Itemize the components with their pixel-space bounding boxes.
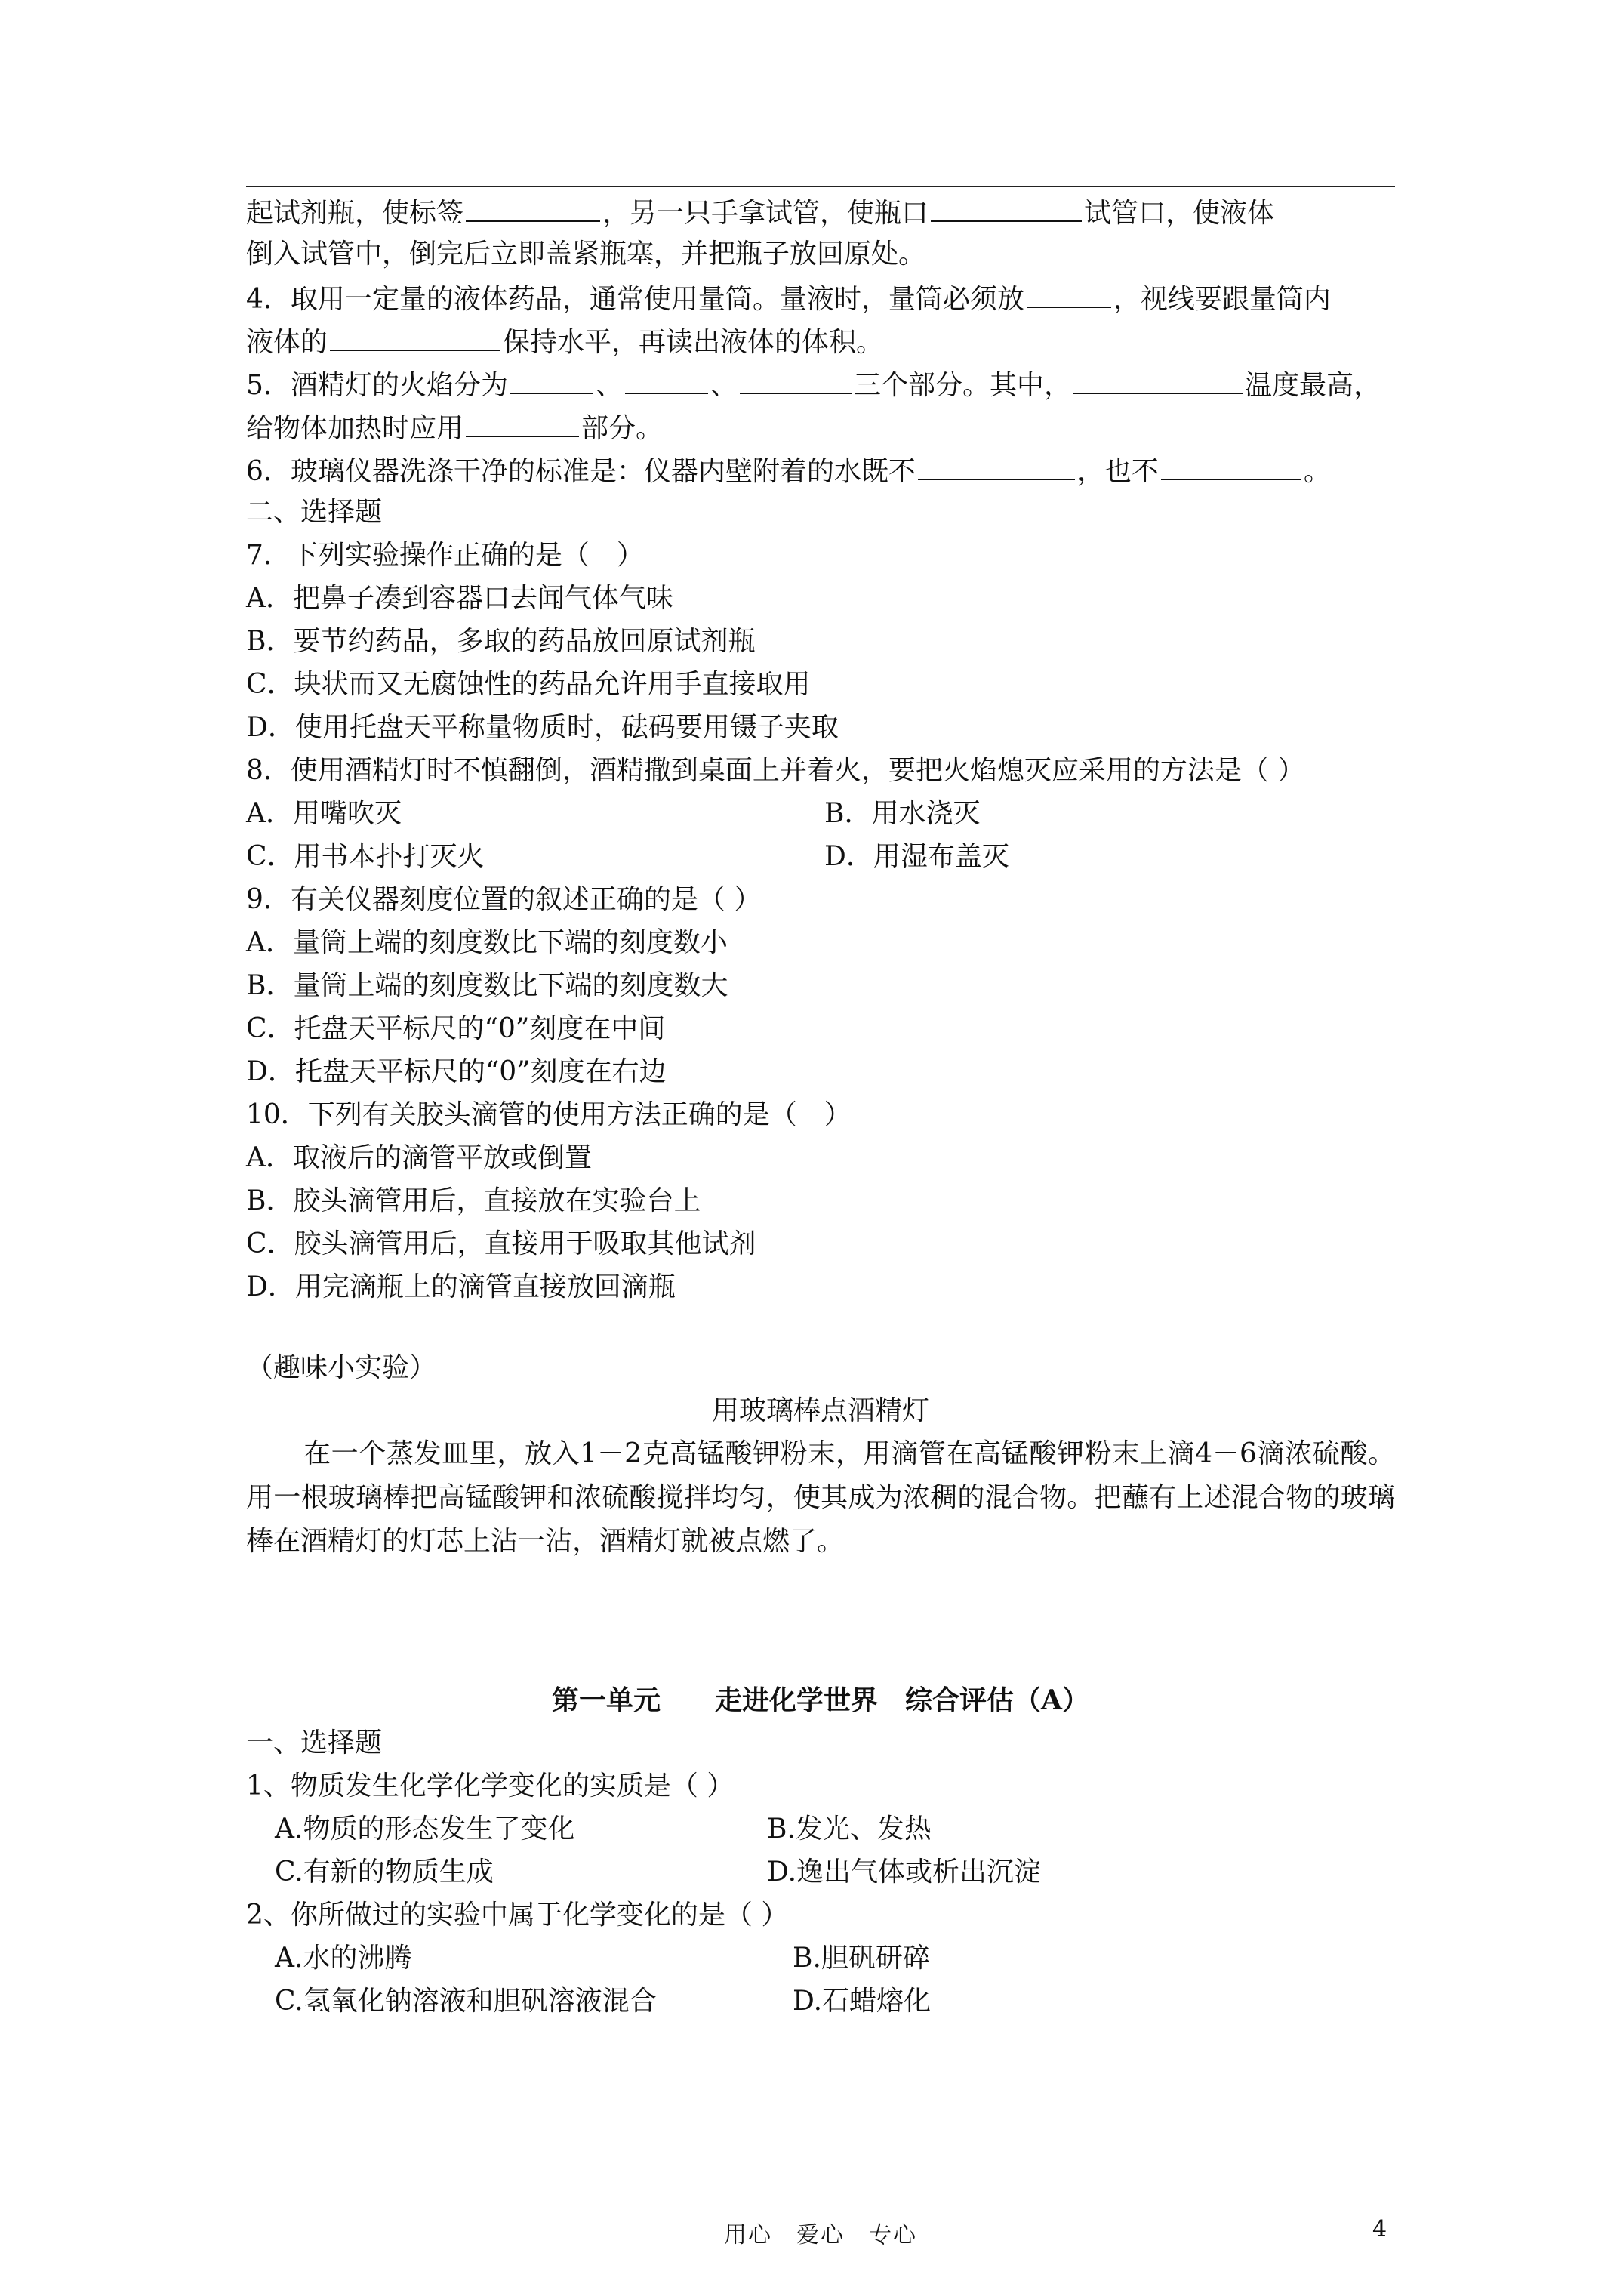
top-rule xyxy=(246,186,1395,187)
q4-line1: 4．取用一定量的液体药品，通常使用量筒。量液时，量筒必须放 ，视线要跟量筒内 xyxy=(246,281,1331,316)
q9-option-c: C．托盘天平标尺的“0”刻度在中间 xyxy=(246,1013,666,1044)
answer-blank[interactable] xyxy=(466,195,600,222)
u-q2-option-b: B.胆矾研碎 xyxy=(793,1943,930,1974)
q9-option-a: A．量筒上端的刻度数比下端的刻度数小 xyxy=(246,927,728,958)
u-q2-stem: 2、你所做过的实验中属于化学变化的是（ ） xyxy=(246,1900,789,1931)
u-q2-option-a: A.水的沸腾 xyxy=(275,1943,412,1974)
q10-stem: 10．下列有关胶头滴管的使用方法正确的是（ ） xyxy=(246,1099,852,1130)
footer-motto: 用心 爱心 专心 xyxy=(724,2222,917,2248)
answer-blank[interactable] xyxy=(330,324,500,351)
u-q1-option-c: C.有新的物质生成 xyxy=(275,1857,494,1888)
page-number: 4 xyxy=(1372,2216,1387,2242)
q7-option-a: A．把鼻子凑到容器口去闻气体气味 xyxy=(246,583,673,614)
u-q2-option-c: C.氢氧化钠溶液和胆矾溶液混合 xyxy=(275,1986,657,2017)
answer-blank[interactable] xyxy=(1073,367,1243,394)
q10-option-b: B．胶头滴管用后，直接放在实验台上 xyxy=(246,1185,701,1216)
q7-option-d: D．使用托盘天平称量物质时，砝码要用镊子夹取 xyxy=(246,712,839,743)
q7-stem: 7．下列实验操作正确的是（ ） xyxy=(246,540,644,571)
section-heading: 二、选择题 xyxy=(246,497,383,528)
answer-blank[interactable] xyxy=(466,410,579,437)
q7-option-b: B．要节约药品，多取的药品放回原试剂瓶 xyxy=(246,626,756,657)
q10-option-d: D．用完滴瓶上的滴管直接放回滴瓶 xyxy=(246,1271,676,1302)
q8-option-b: B．用水浇灭 xyxy=(824,798,981,829)
u-q1-option-a: A.物质的形态发生了变化 xyxy=(275,1814,575,1845)
answer-blank[interactable] xyxy=(510,367,593,394)
q9-option-d: D．托盘天平标尺的“0”刻度在右边 xyxy=(246,1056,667,1087)
q6-line: 6．玻璃仪器洗涤干净的标准是：仪器内壁附着的水既不 ，也不 。 xyxy=(246,453,1331,488)
q3-line2: 倒入试管中，倒完后立即盖紧瓶塞，并把瓶子放回原处。 xyxy=(246,239,926,270)
u-q1-option-b: B.发光、发热 xyxy=(767,1814,932,1845)
answer-blank[interactable] xyxy=(625,367,708,394)
experiment-label: （趣味小实验） xyxy=(246,1352,437,1383)
q10-option-c: C．胶头滴管用后，直接用于吸取其他试剂 xyxy=(246,1228,756,1259)
u-q1-option-d: D.逸出气体或析出沉淀 xyxy=(767,1857,1042,1888)
answer-blank[interactable] xyxy=(1161,453,1301,480)
experiment-title: 用玻璃棒点酒精灯 xyxy=(711,1395,929,1426)
u-q2-option-d: D.石蜡熔化 xyxy=(793,1986,932,2017)
q9-stem: 9．有关仪器刻度位置的叙述正确的是（ ） xyxy=(246,884,762,915)
q5-line1: 5．酒精灯的火焰分为 、 、 三个部分。其中， 温度最高， xyxy=(246,367,1381,402)
answer-blank[interactable] xyxy=(740,367,852,394)
answer-blank[interactable] xyxy=(1027,281,1111,308)
q4-line2: 液体的 保持水平，再读出液体的体积。 xyxy=(246,324,883,359)
q7-option-c: C．块状而又无腐蚀性的药品允许用手直接取用 xyxy=(246,669,811,700)
q8-stem: 8．使用酒精灯时不慎翻倒，酒精撒到桌面上并着火，要把火焰熄灭应采用的方法是（ ） xyxy=(246,755,1305,786)
answer-blank[interactable] xyxy=(931,195,1082,222)
q9-option-b: B．量筒上端的刻度数比下端的刻度数大 xyxy=(246,970,728,1001)
q3-line1: 起试剂瓶，使标签 ，另一只手拿试管，使瓶口 试管口，使液体 xyxy=(246,195,1274,230)
unit-section-heading: 一、选择题 xyxy=(246,1727,383,1758)
q8-option-d: D．用湿布盖灭 xyxy=(824,841,1009,872)
q10-option-a: A．取液后的滴管平放或倒置 xyxy=(246,1142,592,1173)
answer-blank[interactable] xyxy=(918,453,1075,480)
q8-option-c: C．用书本扑打灭火 xyxy=(246,841,485,872)
unit-title: 第一单元 走进化学世界 综合评估（A） xyxy=(552,1684,1089,1716)
experiment-body: 在一个蒸发皿里，放入1－2克高锰酸钾粉末，用滴管在高锰酸钾粉末上滴4－6滴浓硫酸。用一根玻璃棒把高锰酸钾和浓硫酸搅拌均匀，使其成为浓稠的混合物。把蘸有上述混合物的玻璃棒在酒精灯的灯芯上沾一沾，酒精灯就被点燃了。 xyxy=(246,1438,1395,1557)
q8-option-a: A．用嘴吹灭 xyxy=(246,798,402,829)
q5-line2: 给物体加热时应用 部分。 xyxy=(246,410,663,445)
u-q1-stem: 1、物质发生化学化学变化的实质是（ ） xyxy=(246,1771,735,1801)
